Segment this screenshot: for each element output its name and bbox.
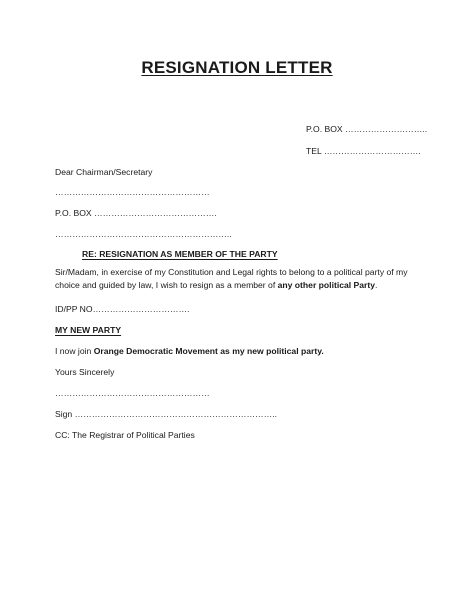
body-paragraph <box>55 266 427 292</box>
body-end: . <box>375 280 378 290</box>
body-text: Sir/Madam, in exercise of my Constitution and Legal rights to belong to a political party of my choice and guided by law, I wish to resign as a member of <box>55 267 408 290</box>
tel-right: TEL ……………………………. <box>306 146 421 156</box>
closing-line: ……………………………………………… <box>55 388 210 398</box>
join-statement <box>55 346 324 357</box>
join-prefix: I now join <box>55 346 94 356</box>
cc-line: CC: The Registrar of Political Parties <box>55 430 195 440</box>
po-box-left: P.O. BOX ……………………………………. <box>55 208 217 218</box>
join-bold-text: Orange Democratic Movement as my new political party. <box>93 346 324 356</box>
blank-line-1: ……………………………………………… <box>55 187 210 197</box>
po-box-right: P.O. BOX ……………………….. <box>306 124 428 134</box>
salutation-to: Dear Chairman/Secretary <box>55 167 153 177</box>
new-party-heading: MY NEW PARTY <box>55 325 122 335</box>
sign-line: Sign …………………………………………………………….. <box>55 409 278 419</box>
subject-line: RE: RESIGNATION AS MEMBER OF THE PARTY <box>82 249 278 259</box>
body-bold-text: any other political Party <box>277 280 376 290</box>
page-title: RESIGNATION LETTER <box>141 58 333 77</box>
closing: Yours Sincerely <box>55 367 115 377</box>
id-number-line: ID/PP NO……………………………. <box>55 304 190 314</box>
blank-line-2: …………………………………………………….. <box>55 229 232 239</box>
